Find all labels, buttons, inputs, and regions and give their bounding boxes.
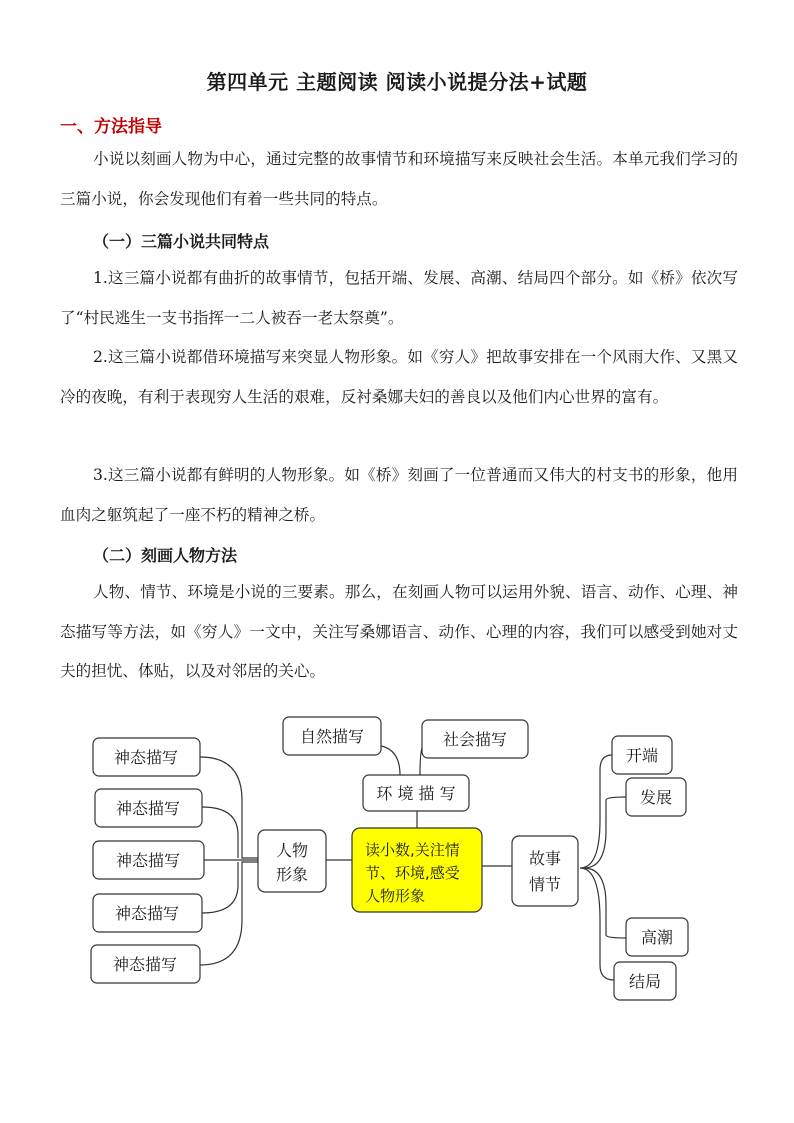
svg-text:社会描写: 社会描写 [442,730,508,749]
svg-text:结局: 结局 [628,972,662,991]
center-node [352,828,482,912]
connector-left-leaf-4 [202,862,238,913]
subheading-character-method: （二）刻画人物方法 [93,546,238,565]
point-1-paragraph: 1.这三篇小说都有曲折的故事情节，包括开端、发展、高潮、结局四个部分。如《桥》依次写了“村民逃生一支书指挥一二人被吞一老太祭奠”。 [60,269,738,327]
svg-text:人物形象: 人物形象 [365,887,426,905]
natural-description-node [283,717,381,755]
svg-text:节、环境,感受: 节、环境,感受 [365,864,460,882]
point-2-paragraph: 2.这三篇小说都借环境描写来突显人物形象。如《穷人》把故事安排在一个风雨大作、又黑又冷的夜晚，有利于表现穷人生活的艰难，反衬桑娜夫妇的善良以及他们内心世界的富有。 [60,348,738,406]
page-title: 第四单元 主题阅读 阅读小说提分法+试题 [206,70,588,94]
svg-text:开端: 开端 [625,746,659,765]
left-leaf-2 [95,789,202,827]
left-leaf-1 [93,738,200,776]
svg-text:神态描写: 神态描写 [114,904,180,923]
svg-text:高潮: 高潮 [640,928,674,947]
svg-text:故事: 故事 [528,849,562,868]
plot-leaf-start [612,736,672,774]
plot-node [512,836,578,906]
connector-plot-development [584,797,626,868]
svg-text:读小数,关注情: 读小数,关注情 [365,841,460,859]
connector-left-leaf-2 [202,807,238,858]
svg-text:神态描写: 神态描写 [112,955,178,974]
connector-left-leaf-5 [200,862,258,965]
point-3-paragraph: 3.这三篇小说都有鲜明的人物形象。如《桥》刻画了一位普通而又伟大的村支书的形象，他用血肉之躯筑起了一座不朽的精神之桥。 [60,466,738,524]
svg-text:神态描写: 神态描写 [115,799,181,818]
subheading-common-features: （一）三篇小说共同特点 [93,232,270,251]
svg-text:自然描写: 自然描写 [299,727,365,746]
svg-text:人物: 人物 [275,841,309,860]
method-paragraph: 人物、情节、环境是小说的三要素。那么，在刻画人物可以运用外貌、语言、动作、心理、神态描写等方法，如《穷人》一文中，关注写桑娜语言、动作、心理的内容，我们可以感受到她对丈夫的担忧、体贴，以及对邻居的关心。 [60,583,738,680]
section-heading-method: 一、方法指导 [60,117,162,137]
svg-text:形象: 形象 [275,865,309,884]
plot-leaf-climax [626,918,688,956]
svg-text:发展: 发展 [639,788,673,807]
connector-plot-ending [580,868,614,980]
intro-paragraph: 小说以刻画人物为中心，通过完整的故事情节和环境描写来反映社会生活。本单元我们学习的三篇小说，你会发现他们有着一些共同的特点。 [60,150,738,208]
plot-leaf-ending [614,962,676,1000]
connector-plot-start [580,755,612,868]
environment-node [363,775,469,811]
svg-text:情节: 情节 [528,875,562,894]
social-description-node [422,720,528,758]
left-leaf-5 [91,945,200,983]
svg-text:神态描写: 神态描写 [113,748,179,767]
svg-text:环 境 描 写: 环 境 描 写 [376,784,456,803]
svg-text:神态描写: 神态描写 [115,851,181,870]
character-node [258,830,326,892]
left-leaf-4 [93,894,202,932]
plot-leaf-development [626,778,686,816]
connector-plot-climax [584,868,626,938]
left-leaf-3 [93,841,204,879]
